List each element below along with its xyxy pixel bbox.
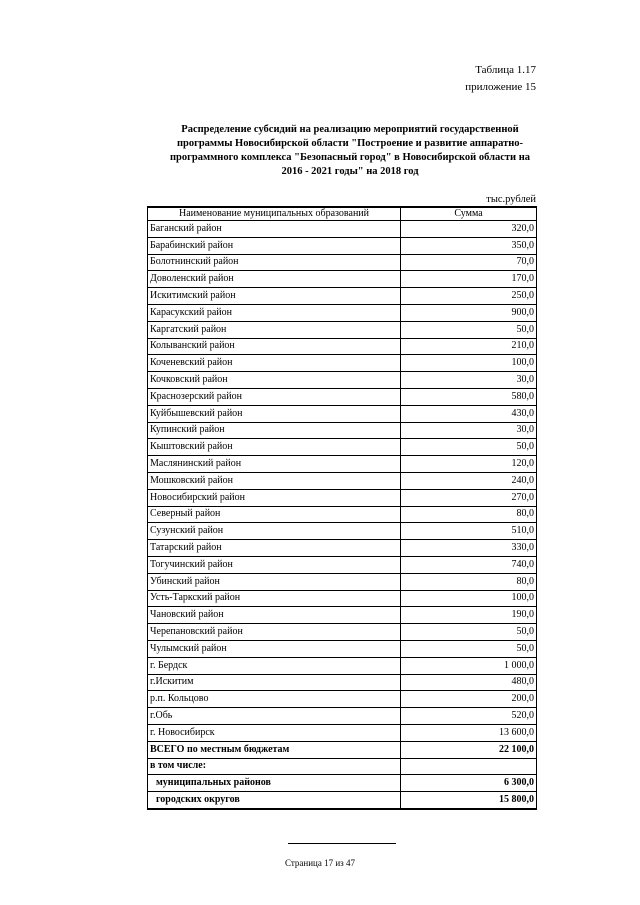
table-number: Таблица 1.17 — [475, 64, 536, 76]
row-sum-cell: 510,0 — [401, 523, 537, 540]
row-sum-cell: 50,0 — [401, 640, 537, 657]
row-sum-cell: 70,0 — [401, 254, 537, 271]
table-row — [148, 657, 537, 674]
table-row — [148, 472, 537, 489]
row-sum-cell: 270,0 — [401, 489, 537, 506]
row-name-cell: Колыванский район — [148, 338, 401, 355]
row-sum-cell: 250,0 — [401, 288, 537, 305]
table-row — [148, 674, 537, 691]
table-row — [148, 506, 537, 523]
row-sum-cell: 30,0 — [401, 372, 537, 389]
row-name-cell: муниципальных районов — [148, 775, 401, 792]
row-name-cell: городских округов — [148, 792, 401, 809]
table-row — [148, 640, 537, 657]
table-row — [148, 573, 537, 590]
row-name-cell: Баганский район — [148, 221, 401, 238]
row-name-cell: Новосибирский район — [148, 489, 401, 506]
row-name-cell: Доволенский район — [148, 271, 401, 288]
row-name-cell: Кыштовский район — [148, 439, 401, 456]
row-sum-cell: 330,0 — [401, 540, 537, 557]
row-name-cell: Убинский район — [148, 573, 401, 590]
row-sum-cell: 120,0 — [401, 456, 537, 473]
table-row — [148, 388, 537, 405]
row-name-cell: ВСЕГО по местным бюджетам — [148, 741, 401, 758]
row-name-cell: Коченевский район — [148, 355, 401, 372]
column-header-name: Наименование муниципальных образований — [148, 207, 401, 221]
row-name-cell: Черепановский район — [148, 624, 401, 641]
row-sum-cell: 740,0 — [401, 556, 537, 573]
row-sum-cell: 30,0 — [401, 422, 537, 439]
row-sum-cell: 13 600,0 — [401, 724, 537, 741]
row-sum-cell: 22 100,0 — [401, 741, 537, 758]
table-row — [148, 338, 537, 355]
row-name-cell: Маслянинский район — [148, 456, 401, 473]
row-name-cell: г.Обь — [148, 708, 401, 725]
footer-divider — [288, 843, 396, 844]
table-row — [148, 590, 537, 607]
table-row — [148, 321, 537, 338]
row-sum-cell: 50,0 — [401, 624, 537, 641]
row-name-cell: Чановский район — [148, 607, 401, 624]
table-row — [148, 607, 537, 624]
table-row — [148, 355, 537, 372]
row-name-cell: в том числе: — [148, 758, 401, 775]
table-row — [148, 405, 537, 422]
row-sum-cell: 520,0 — [401, 708, 537, 725]
row-name-cell: Кочковский район — [148, 372, 401, 389]
row-name-cell: Куйбышевский район — [148, 405, 401, 422]
row-name-cell: Усть-Таркский район — [148, 590, 401, 607]
row-name-cell: Карасукский район — [148, 304, 401, 321]
table-body — [148, 221, 537, 809]
table-row — [148, 271, 537, 288]
row-sum-cell: 80,0 — [401, 573, 537, 590]
table-row — [148, 439, 537, 456]
row-sum-cell — [401, 758, 537, 775]
row-name-cell: Искитимский район — [148, 288, 401, 305]
appendix-number: приложение 15 — [465, 81, 536, 93]
row-name-cell: Тогучинский район — [148, 556, 401, 573]
total-row — [148, 741, 537, 758]
total-row — [148, 775, 537, 792]
total-row — [148, 758, 537, 775]
row-name-cell: р.п. Кольцово — [148, 691, 401, 708]
title-line: программного комплекса "Безопасный город" в Новосибирской области на — [170, 152, 530, 163]
row-name-cell: Северный район — [148, 506, 401, 523]
row-sum-cell: 900,0 — [401, 304, 537, 321]
table-row — [148, 456, 537, 473]
row-name-cell: Краснозерский район — [148, 388, 401, 405]
title-line: программы Новосибирской области "Построение и развитие аппаратно- — [176, 138, 524, 149]
table-row — [148, 304, 537, 321]
row-name-cell: Каргатский район — [148, 321, 401, 338]
row-sum-cell: 580,0 — [401, 388, 537, 405]
row-sum-cell: 430,0 — [401, 405, 537, 422]
row-sum-cell: 170,0 — [401, 271, 537, 288]
row-sum-cell: 1 000,0 — [401, 657, 537, 674]
row-sum-cell: 100,0 — [401, 355, 537, 372]
document-title — [150, 123, 550, 179]
row-sum-cell: 6 300,0 — [401, 775, 537, 792]
row-name-cell: Мошковский район — [148, 472, 401, 489]
row-name-cell: Барабинский район — [148, 237, 401, 254]
row-sum-cell: 50,0 — [401, 321, 537, 338]
row-sum-cell: 100,0 — [401, 590, 537, 607]
table-row — [148, 540, 537, 557]
row-name-cell: Сузунский район — [148, 523, 401, 540]
row-name-cell: г.Искитим — [148, 674, 401, 691]
row-sum-cell: 350,0 — [401, 237, 537, 254]
table-row — [148, 422, 537, 439]
page-number: Страница 17 из 47 — [285, 858, 355, 868]
row-name-cell: Болотнинский район — [148, 254, 401, 271]
table-row — [148, 691, 537, 708]
table-row — [148, 708, 537, 725]
table-row — [148, 288, 537, 305]
row-name-cell: Татарский район — [148, 540, 401, 557]
row-sum-cell: 240,0 — [401, 472, 537, 489]
table-row — [148, 254, 537, 271]
row-sum-cell: 80,0 — [401, 506, 537, 523]
row-sum-cell: 15 800,0 — [401, 792, 537, 809]
row-name-cell: Чулымский район — [148, 640, 401, 657]
table-row — [148, 221, 537, 238]
row-sum-cell: 480,0 — [401, 674, 537, 691]
row-name-cell: Купинский район — [148, 422, 401, 439]
title-line: 2016 - 2021 годы" на 2018 год — [281, 166, 419, 177]
table-row — [148, 523, 537, 540]
table-row — [148, 556, 537, 573]
column-header-sum: Сумма — [401, 207, 537, 221]
row-sum-cell: 190,0 — [401, 607, 537, 624]
row-sum-cell: 50,0 — [401, 439, 537, 456]
row-sum-cell: 200,0 — [401, 691, 537, 708]
units-label: тыс.рублей — [486, 194, 536, 205]
subsidy-table — [147, 206, 537, 810]
table-row — [148, 237, 537, 254]
total-row — [148, 792, 537, 809]
row-name-cell: г. Бердск — [148, 657, 401, 674]
table-row — [148, 724, 537, 741]
row-sum-cell: 210,0 — [401, 338, 537, 355]
row-sum-cell: 320,0 — [401, 221, 537, 238]
table-header-row — [148, 207, 537, 221]
table-row — [148, 372, 537, 389]
row-name-cell: г. Новосибирск — [148, 724, 401, 741]
title-line: Распределение субсидий на реализацию мероприятий государственной — [181, 124, 519, 135]
table-row — [148, 489, 537, 506]
table-row — [148, 624, 537, 641]
